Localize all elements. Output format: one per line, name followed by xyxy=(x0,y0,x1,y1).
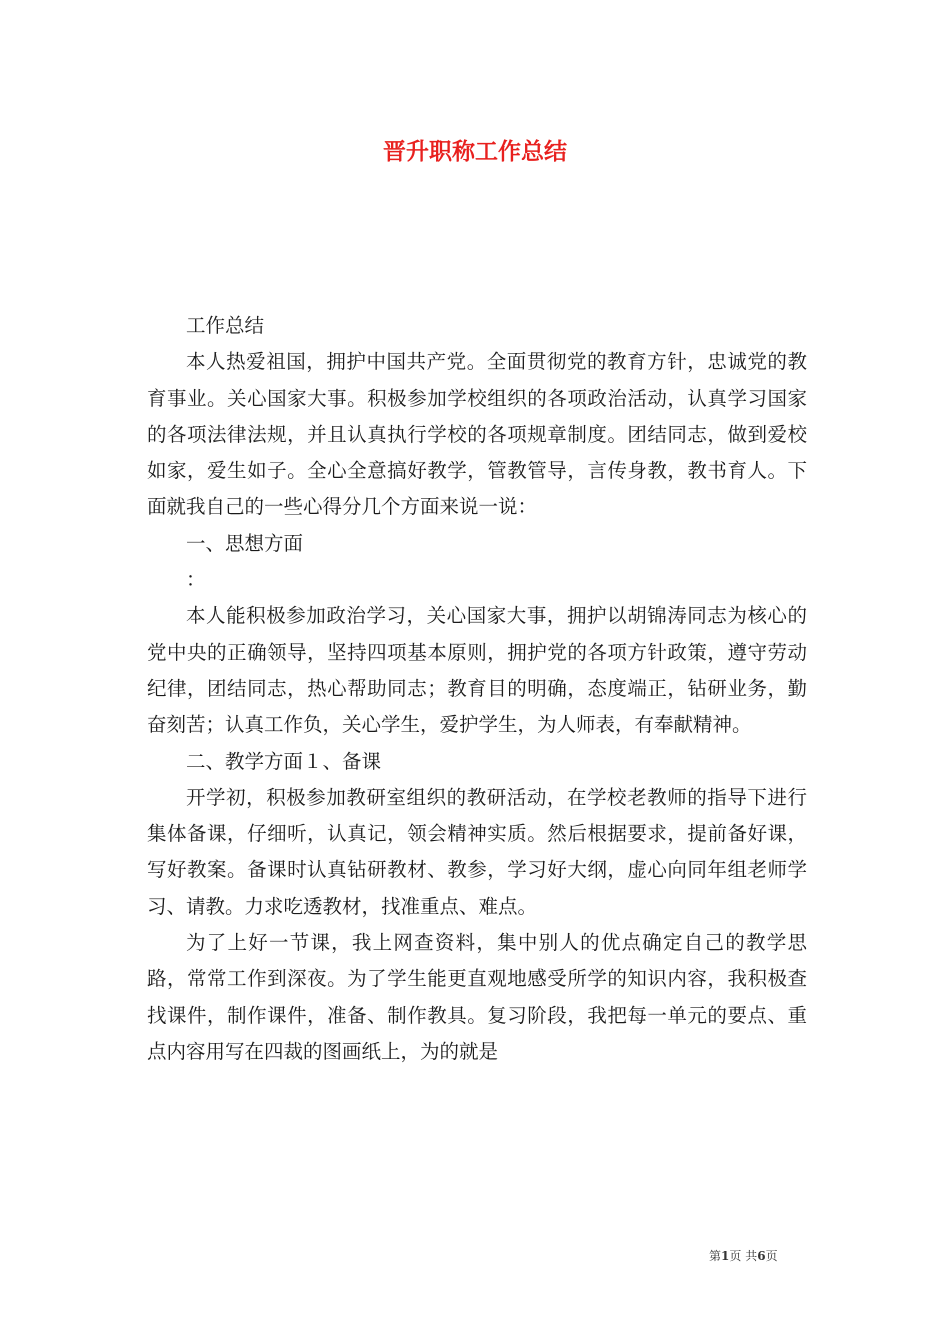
section-heading: 一、思想方面 xyxy=(186,531,304,555)
body-paragraph: ： xyxy=(186,568,206,592)
section-heading: 二、教学方面１、备课 xyxy=(186,749,382,773)
document-body xyxy=(147,308,807,1070)
footer-middle: 页 共 xyxy=(729,1249,758,1263)
body-paragraph: 为了上好一节课，我上网查资料，集中别人的优点确定自己的教学思路，常常工作到深夜。为了学生能更直观地感受所学的知识内容，我积极查找课件，制作课件，准备、制作教具。复习阶段，我把每一单元的要点、重点内容用写在四裁的图画纸上，为的就是 xyxy=(147,931,807,1063)
footer-prefix: 第 xyxy=(709,1249,722,1263)
body-paragraph: 工作总结 xyxy=(186,314,265,337)
footer-total-pages: 6 xyxy=(757,1249,766,1263)
body-paragraph: 开学初，积极参加教研室组织的教研活动，在学校老教师的指导下进行集体备课，仔细听，认真记，领会精神实质。然后根据要求，提前备好课，写好教案。备课时认真钻研教材、教参，学习好大纲，虚心向同年组老师学习、请教。力求吃透教材，找准重点、难点。 xyxy=(147,785,807,918)
body-paragraph: 本人热爱祖国，拥护中国共产党。全面贯彻党的教育方针，忠诚党的教育事业。关心国家大事。积极参加学校组织的各项政治活动，认真学习国家的各项法律法规，并且认真执行学校的各项规章制度。团结同志，做到爱校如家，爱生如子。全心全意搞好教学，管教管导，言传身教，教书育人。下面就我自己的一些心得分几个方面来说一说： xyxy=(147,350,807,519)
page-number-footer xyxy=(709,1247,778,1264)
document-title: 晋升职称工作总结 xyxy=(383,138,567,165)
body-paragraph: 本人能积极参加政治学习，关心国家大事，拥护以胡锦涛同志为核心的党中央的正确领导，坚持四项基本原则，拥护党的各项方针政策，遵守劳动纪律，团结同志，热心帮助同志；教育目的明确，态度端正，钻研业务，勤奋刻苦；认真工作负，关心学生，爱护学生，为人师表，有奉献精神。 xyxy=(147,604,807,737)
footer-current-page: 1 xyxy=(721,1249,730,1263)
footer-suffix: 页 xyxy=(765,1249,778,1263)
